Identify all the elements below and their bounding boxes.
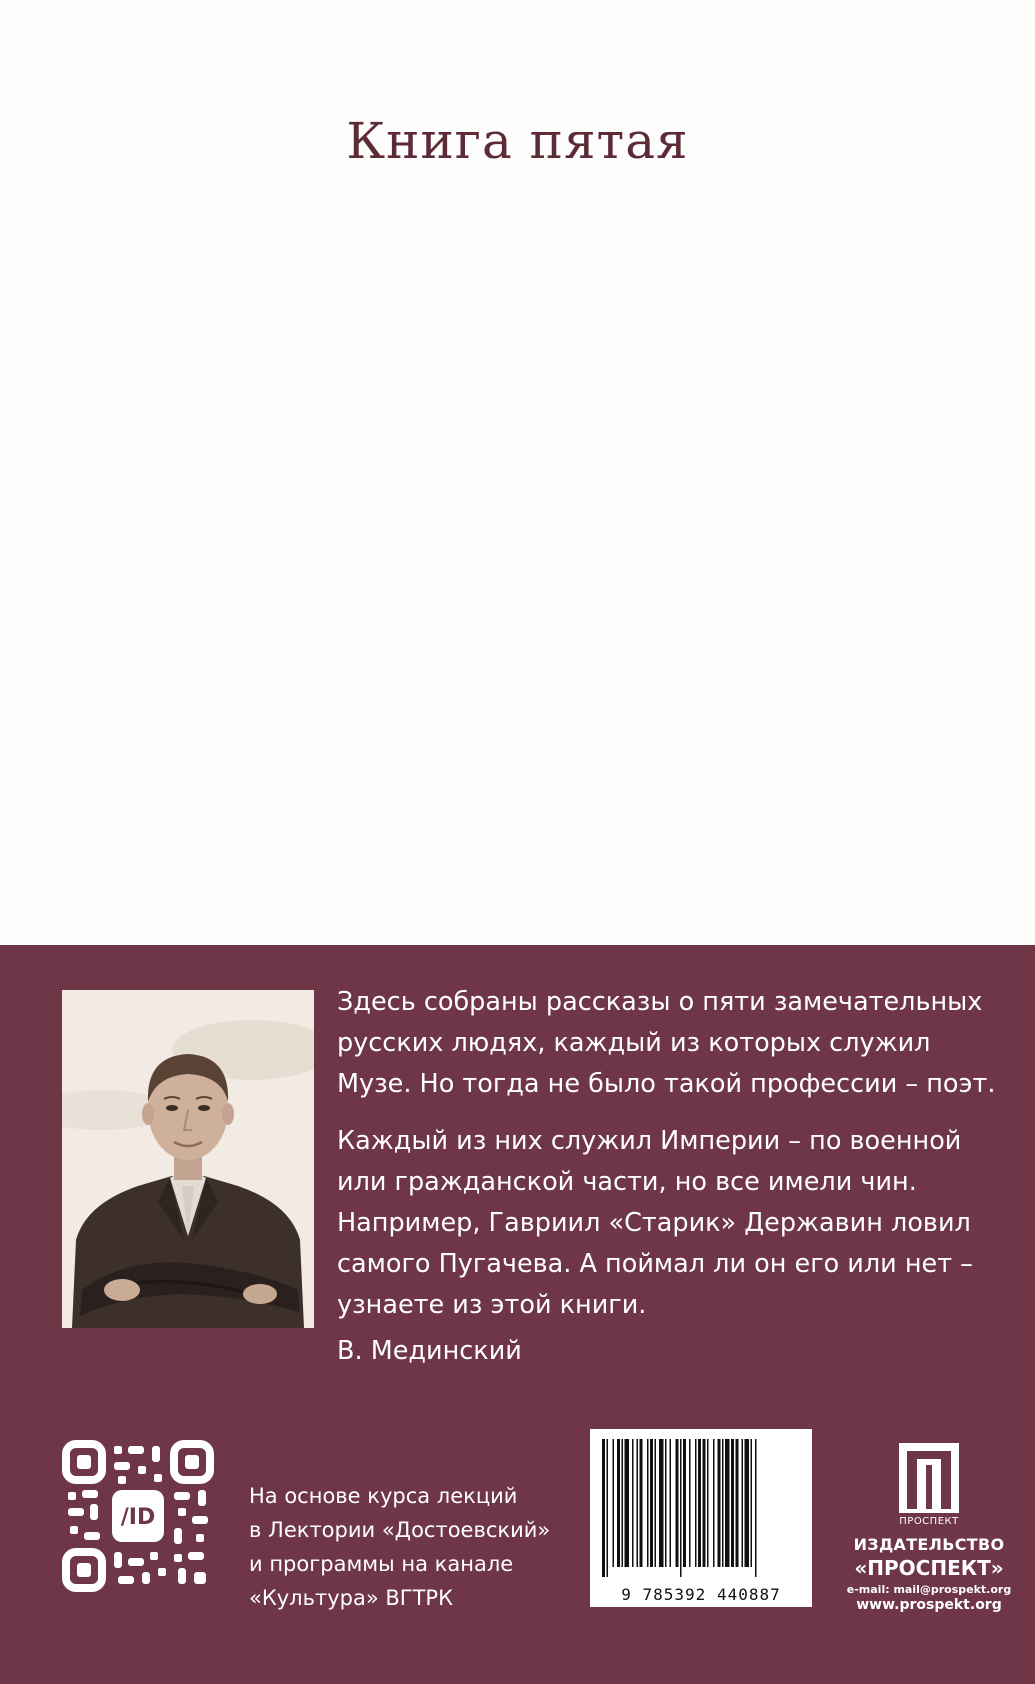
barcode-bar [751,1439,753,1567]
barcode-bar [670,1439,672,1567]
barcode-bar [602,1439,605,1577]
barcode-bar [617,1439,620,1567]
author-signature: В. Мединский [337,1336,522,1366]
barcode-bar [683,1439,686,1567]
cover-title: Книга пятая [346,112,689,170]
barcode-bar [625,1439,630,1567]
barcode-bar [659,1439,664,1567]
barcode-bars [590,1429,812,1579]
barcode-bar [695,1439,697,1567]
barcode-bar [689,1439,691,1567]
course-note [249,1479,550,1615]
isbn-barcode [590,1429,812,1607]
book-description [337,982,997,1342]
barcode-bar [742,1439,744,1567]
publisher-email: e-mail: mail@prospekt.org [846,1583,1012,1596]
description-paragraph-1: Здесь собраны рассказы о пяти замечательных русских людях, каждый из которых служил Музе. Но тогда не было такой профессии – поэт. [337,987,996,1099]
barcode-bar [607,1439,609,1577]
barcode-bar [736,1439,739,1567]
barcode-bar [725,1439,730,1567]
publisher-logo-caption: ПРОСПЕКТ [899,1516,959,1527]
barcode-bar [703,1439,706,1567]
qr-code [62,1440,214,1592]
barcode-bar [676,1439,679,1567]
course-line: «Культура» ВГТРК [249,1586,453,1610]
barcode-bar [707,1439,709,1567]
barcode-bar [698,1439,701,1567]
barcode-bar [637,1439,639,1567]
publisher-label: ИЗДАТЕЛЬСТВО [853,1535,1005,1554]
course-line: На основе курса лекций [249,1484,518,1508]
barcode-bar [640,1439,643,1567]
barcode-bar [665,1439,667,1567]
publisher-block [838,1443,1020,1613]
barcode-bar [755,1439,757,1577]
barcode-bar [731,1439,734,1567]
barcode-bar [722,1439,724,1567]
barcode-bar [622,1439,624,1567]
barcode-bar [680,1439,682,1577]
barcode-bar [647,1439,649,1567]
barcode-bar [613,1439,615,1567]
description-paragraph-2: Каждый из них служил Империи – по военной или гражданской части, но все имели чин. Например, Гавриил «Старик» Державин ловил самого Пугачева. А поймал ли он его или нет – узнаете из этой книги. [337,1126,973,1320]
author-photo [62,990,314,1328]
publisher-website: www.prospekt.org [856,1597,1002,1613]
isbn-number: 9 785392 440887 [621,1585,781,1604]
qr-code-graphic [62,1440,214,1592]
publisher-name: «ПРОСПЕКТ» [854,1556,1004,1580]
barcode-bar [632,1439,634,1567]
barcode-bar [655,1439,657,1567]
course-line: в Лектории «Достоевский» [249,1518,551,1542]
qr-center-label: /ID [120,1505,156,1530]
publisher-logo-icon [899,1443,959,1513]
barcode-bar [713,1439,715,1567]
course-line: и программы на канале [249,1552,514,1576]
barcode-bar [650,1439,653,1567]
barcode-bar [718,1439,721,1567]
barcode-bar [745,1439,750,1567]
